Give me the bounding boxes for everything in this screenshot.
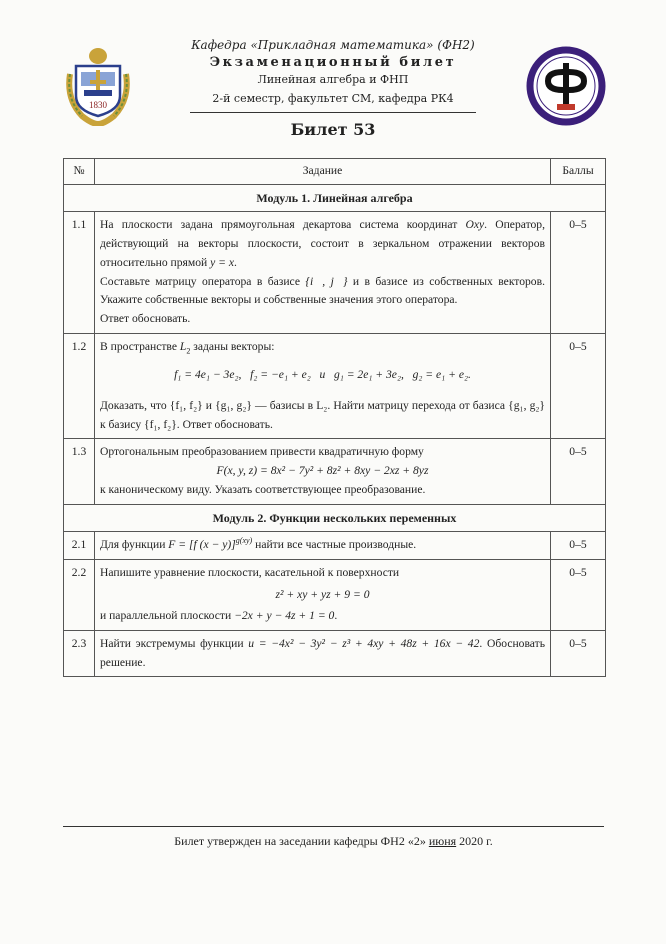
- task-number: 2.2: [64, 559, 95, 630]
- task-number: 1.2: [64, 333, 95, 439]
- column-header-number: №: [64, 159, 95, 185]
- task-text-part: Найти экстремумы функции: [100, 637, 249, 651]
- footer-divider: [63, 826, 604, 827]
- subject-name: Линейная алгебра и ФНП: [257, 73, 409, 86]
- math-expression: {i⃗, j⃗}: [305, 274, 348, 288]
- header-divider: [190, 112, 476, 113]
- task-text-part: .: [234, 255, 237, 269]
- task-number: 1.3: [64, 439, 95, 504]
- display-equation: z² + xy + yz + 9 = 0: [275, 587, 370, 601]
- task-points: 0–5: [551, 212, 606, 333]
- task-number: 2.3: [64, 631, 95, 677]
- table-row: [64, 333, 606, 439]
- module-title: Модуль 2. Функции нескольких переменных: [64, 504, 606, 532]
- column-header-points: Баллы: [551, 159, 606, 185]
- department-name: Кафедра «Прикладная математика» (ФН2): [191, 38, 475, 52]
- ticket-number: Билет 53: [290, 120, 376, 139]
- table-row: [64, 631, 606, 677]
- table-row: [64, 532, 606, 560]
- task-text-part: .: [334, 609, 338, 623]
- task-points: 0–5: [551, 333, 606, 439]
- task-points: 0–5: [551, 631, 606, 677]
- approval-text: Билет утвержден на заседании кафедры ФН2 «2»: [174, 834, 429, 848]
- task-text: [95, 439, 551, 504]
- exam-tasks-table: [63, 158, 606, 677]
- math-superscript: g(xy): [235, 536, 253, 546]
- task-text-part: В пространстве: [100, 339, 180, 353]
- task-text: [95, 631, 551, 677]
- math-expression: F = [f (x − y)]: [168, 538, 236, 552]
- math-expression: L: [179, 339, 187, 353]
- ticket-kind-title: Экзаменационный билет: [209, 55, 457, 70]
- faculty-seal-logo: [526, 46, 606, 126]
- task-text-part: Ответ обосновать.: [100, 311, 191, 325]
- table-row: [64, 212, 606, 333]
- math-expression: y = x: [210, 255, 235, 269]
- approval-note: [63, 834, 604, 849]
- task-text-part: На плоскости задана прямоугольная декартова система координат: [100, 218, 466, 232]
- task-text-part: Ортогональным преобразованием привести квадратичную форму: [100, 445, 424, 459]
- math-expression: Oxy: [465, 218, 485, 232]
- module-header-row: [64, 504, 606, 532]
- math-expression: u = −4x² − 3y² − z³ + 4xy + 48z + 16x − 42: [248, 637, 480, 651]
- task-text-part: к каноническому виду. Указать соответствующее преобразование.: [100, 482, 426, 496]
- task-number: 1.1: [64, 212, 95, 333]
- crest-icon: [62, 44, 134, 126]
- task-text-part: . Оператор, действующий на векторы плоскости, состоит в зеркальном отражении векторов относительно прямой: [100, 218, 545, 269]
- approval-year: 2020 г.: [456, 834, 493, 848]
- math-subscript: 2: [186, 345, 191, 355]
- table-header-row: [64, 159, 606, 185]
- approval-month: июня: [428, 834, 457, 848]
- module-header-row: [64, 184, 606, 212]
- column-header-task: Задание: [95, 159, 551, 185]
- svg-text:1830: 1830: [89, 100, 107, 110]
- task-text-part: заданы векторы:: [190, 339, 275, 353]
- task-points: 0–5: [551, 439, 606, 504]
- math-expression: −2x + y − 4z + 1 = 0: [234, 609, 335, 623]
- task-text-part: Напишите уравнение плоскости, касательной к поверхности: [100, 565, 400, 579]
- task-text: [95, 532, 551, 560]
- table-row: [64, 439, 606, 504]
- task-text: [95, 212, 551, 333]
- seal-icon: [526, 46, 606, 126]
- task-text-part: Доказать, что {f₁, f₂} и {g₁, g₂} — базисы в L₂. Найти матрицу перехода от базиса {g₁, g₂} к базису {f₁, f₂}. Ответ обосновать.: [100, 399, 545, 431]
- task-text: [95, 333, 551, 439]
- table-row: [64, 559, 606, 630]
- task-text: [95, 559, 551, 630]
- university-crest-logo: [62, 44, 134, 126]
- task-text-part: найти все частные производные.: [252, 538, 417, 552]
- semester-info: 2-й семестр, факультет СМ, кафедра РК4: [212, 92, 454, 105]
- task-text-part: Составьте матрицу оператора в базисе: [100, 274, 306, 288]
- task-text-part: Для функции: [100, 538, 169, 552]
- display-equation: F(x, y, z) = 8x² − 7y² + 8z² + 8xy − 2xz + 8yz: [216, 464, 429, 478]
- task-text-part: . Обосновать решение.: [100, 637, 545, 669]
- task-number: 2.1: [64, 532, 95, 560]
- task-points: 0–5: [551, 559, 606, 630]
- task-text-part: и параллельной плоскости: [100, 609, 235, 623]
- module-title: Модуль 1. Линейная алгебра: [64, 184, 606, 212]
- display-equation: f₁ = 4e₁ − 3e₂, f₂ = −e₁ + e₂ и g₁ = 2e₁ + 3e₂, g₂ = e₁ + e₂.: [174, 368, 471, 382]
- task-text-part: и в базисе из собственных векторов. Укажите собственные векторы и собственные значения этого оператора.: [100, 274, 545, 307]
- task-points: 0–5: [551, 532, 606, 560]
